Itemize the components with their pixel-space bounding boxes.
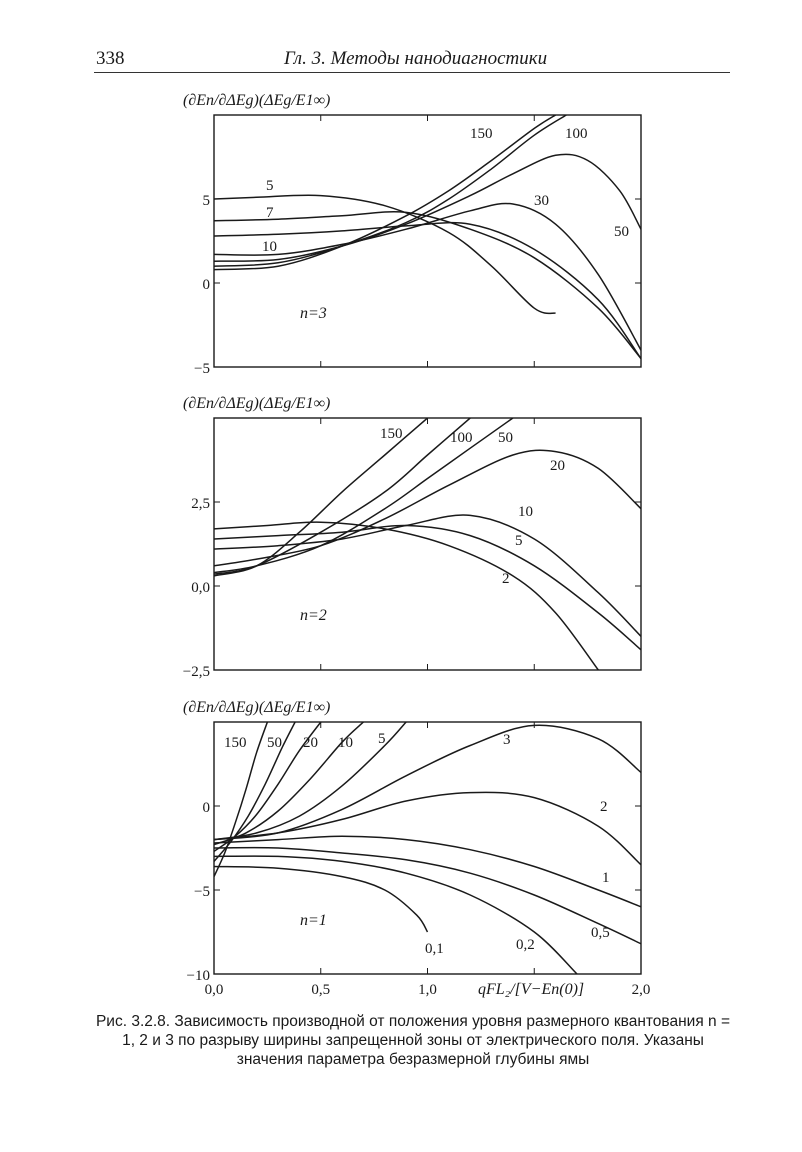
series-line-30 [214,203,641,350]
curve-label-1: 1 [602,870,610,886]
y-tick-label: 0,0 [191,580,210,596]
curve-label-50: 50 [614,224,629,240]
curve-label-0,2: 0,2 [516,937,535,953]
series-line-100 [214,418,470,574]
curve-label-7: 7 [266,205,274,221]
curve-label-3: 3 [503,732,511,748]
panel-n3 [183,92,641,377]
y-tick-label: 2,5 [191,496,210,512]
curve-label-5: 5 [378,731,386,747]
curve-label-150: 150 [470,126,493,142]
series-line-20 [214,450,641,566]
curves [214,418,641,670]
y-tick-label: −10 [186,968,210,984]
series-line-0,2 [214,856,577,974]
series-line-0,5 [214,848,641,944]
series-line-10 [214,223,641,359]
curve-label-2: 2 [502,571,510,587]
y-axis-label: (∂En/∂ΔEg)(ΔEg/E1∞) [183,699,331,716]
curve-label-150: 150 [380,426,403,442]
plot-frame [214,115,641,367]
x-tick-label: 0,5 [311,982,331,998]
x-tick-label: 2,0 [631,982,651,998]
y-tick-label: −5 [194,361,210,377]
y-tick-label: 0 [202,277,210,293]
curve-label-100: 100 [450,430,473,446]
x-axis-label: qFL₂/[V−En(0)] [478,981,585,998]
curve-label-20: 20 [550,458,565,474]
curve-label-2: 2 [600,799,608,815]
n-annotation: n=1 [300,912,327,929]
curve-label-10: 10 [338,735,353,751]
y-tick-label: −5 [194,884,210,900]
curve-label-0,5: 0,5 [591,925,610,941]
panel-n1 [183,699,650,998]
y-tick-label: 0 [202,800,210,816]
curve-label-50: 50 [498,430,513,446]
curve-label-50: 50 [267,735,282,751]
curves [214,722,641,974]
y-axis-label: (∂En/∂ΔEg)(ΔEg/E1∞) [183,92,331,109]
series-line-1 [214,836,641,907]
figure-caption: Рис. 3.2.8. Зависимость производной от положения уровня размерного квантования n = 1, 2 и 3 по разрыву ширины запрещенной зоны от электрического поля. Указаны значения параметра безразмерной глубины ямы [95,1013,731,1068]
x-tick-label: 0,0 [204,982,224,998]
page-number: 338 [96,48,125,69]
curve-label-100: 100 [565,126,588,142]
running-title: Гл. 3. Методы нанодиагностики [284,48,548,69]
y-tick-label: −2,5 [182,664,210,680]
curve-label-10: 10 [518,504,533,520]
curves [214,115,641,359]
curve-label-150: 150 [224,735,247,751]
curve-label-10: 10 [262,239,277,255]
series-line-10 [214,515,641,636]
curve-label-30: 30 [534,193,549,209]
n-annotation: n=3 [300,305,327,322]
series-line-2 [214,522,598,670]
series-line-2 [214,792,641,864]
series-line-5 [214,525,641,649]
n-annotation: n=2 [300,607,327,624]
y-tick-label: 5 [202,193,210,209]
x-tick-label: 1,0 [418,982,437,998]
panel-n2 [183,395,641,680]
curve-label-0,1: 0,1 [425,941,444,957]
curve-label-20: 20 [303,735,318,751]
y-axis-label: (∂En/∂ΔEg)(ΔEg/E1∞) [183,395,331,412]
curve-label-5: 5 [515,533,523,549]
curve-label-5: 5 [266,178,274,194]
